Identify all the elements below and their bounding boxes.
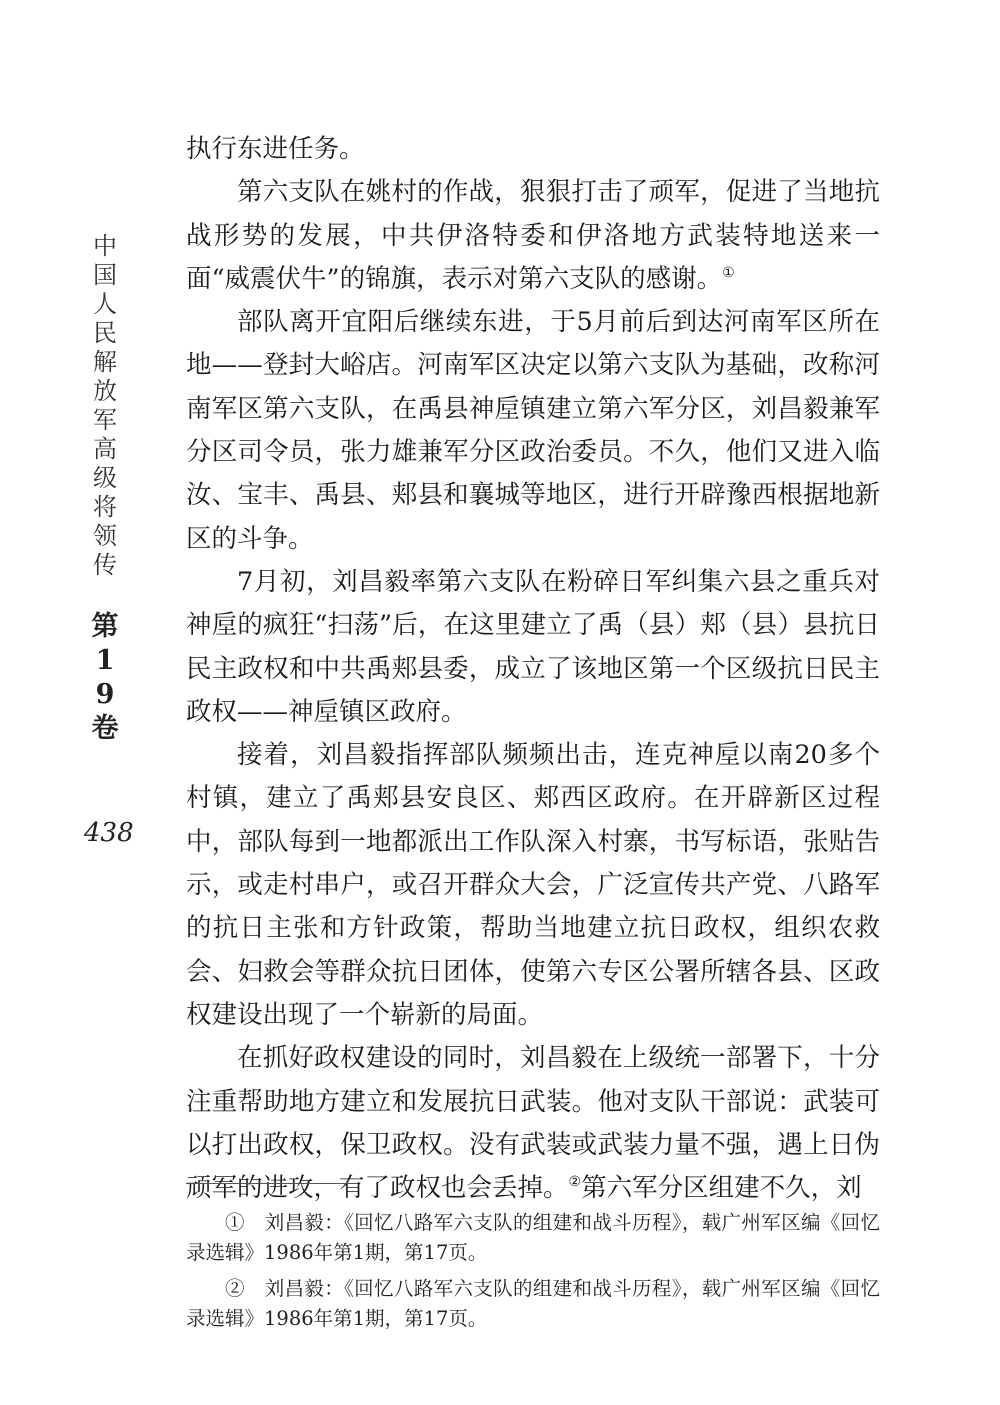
footnote-2: ② 刘昌毅：《回忆八路军六支队的组建和战斗历程》，载广州军区编《回忆录选辑》1986年第1期，第17页。 <box>186 1277 880 1330</box>
paragraph-4: 7月初，刘昌毅率第六支队在粉碎日军纠集六县之重兵对神垕的疯狂“扫荡”后，在这里建立了禹（县）郏（县）县抗日民主政权和中共禹郏县委，成立了该地区第一个区级抗日民主政权——神垕镇区政府。 <box>186 566 880 727</box>
paragraph-6 <box>186 1037 880 1210</box>
paragraph-5: 接着，刘昌毅指挥部队频频出击，连克神垕以南20多个村镇，建立了禹郏县安良区、郏西区政府。在开辟新区过程中，部队每到一地都派出工作队深入村寨，书写标语，张贴告示，或走村串户，或召开群众大会，广泛宣传共产党、八路军的抗日主张和方针政策，帮助当地建立抗日政权，组织农救会、妇救会等群众抗日团体，使第六专区公署所辖各县、区政权建设出现了一个崭新的局面。 <box>186 740 880 1030</box>
paragraph-2 <box>186 171 880 301</box>
footnote-divider <box>186 1183 358 1184</box>
body-text <box>186 128 880 1210</box>
footnote-1: ① 刘昌毅：《回忆八路军六支队的组建和战斗历程》，载广州军区编《回忆录选辑》1986年第1期，第17页。 <box>186 1211 880 1264</box>
footnote-ref-2[interactable]: ② <box>568 1174 582 1191</box>
paragraph-6-text: 在抓好政权建设的同时，刘昌毅在上级统一部署下，十分注重帮助地方建立和发展抗日武装。他对支队干部说：武装可以打出政权，保卫政权。没有武装或武装力量不强，遇上日伪顽军的进攻，有了政权也会丢掉。 <box>186 1043 880 1204</box>
running-head-book-title: 中国人民解放军高级将领传 <box>93 232 117 579</box>
paragraph-6-continuation: 第六军分区组建不久，刘 <box>581 1173 862 1204</box>
paragraph-2-text: 第六支队在姚村的作战，狠狠打击了顽军，促进了当地抗战形势的发展，中共伊洛特委和伊洛地方武装特地送来一面“威震伏牛”的锦旗，表示对第六支队的感谢。 <box>186 177 880 294</box>
footnotes <box>186 1208 880 1340</box>
paragraph-3: 部队离开宜阳后继续东进，于5月前后到达河南军区所在地——登封大峪店。河南军区决定以第六支队为基础，改称河南军区第六支队，在禹县神垕镇建立第六军分区，刘昌毅兼军分区司令员，张力雄兼军分区政治委员。不久，他们又进入临汝、宝丰、禹县、郏县和襄城等地区，进行开辟豫西根据地新区的斗争。 <box>186 307 880 554</box>
running-head-volume: 第19卷 <box>91 611 119 744</box>
paragraph-1: 执行东进任务。 <box>186 134 365 164</box>
page-number: 438 <box>84 818 134 848</box>
footnote-ref-1[interactable]: ① <box>722 264 735 281</box>
